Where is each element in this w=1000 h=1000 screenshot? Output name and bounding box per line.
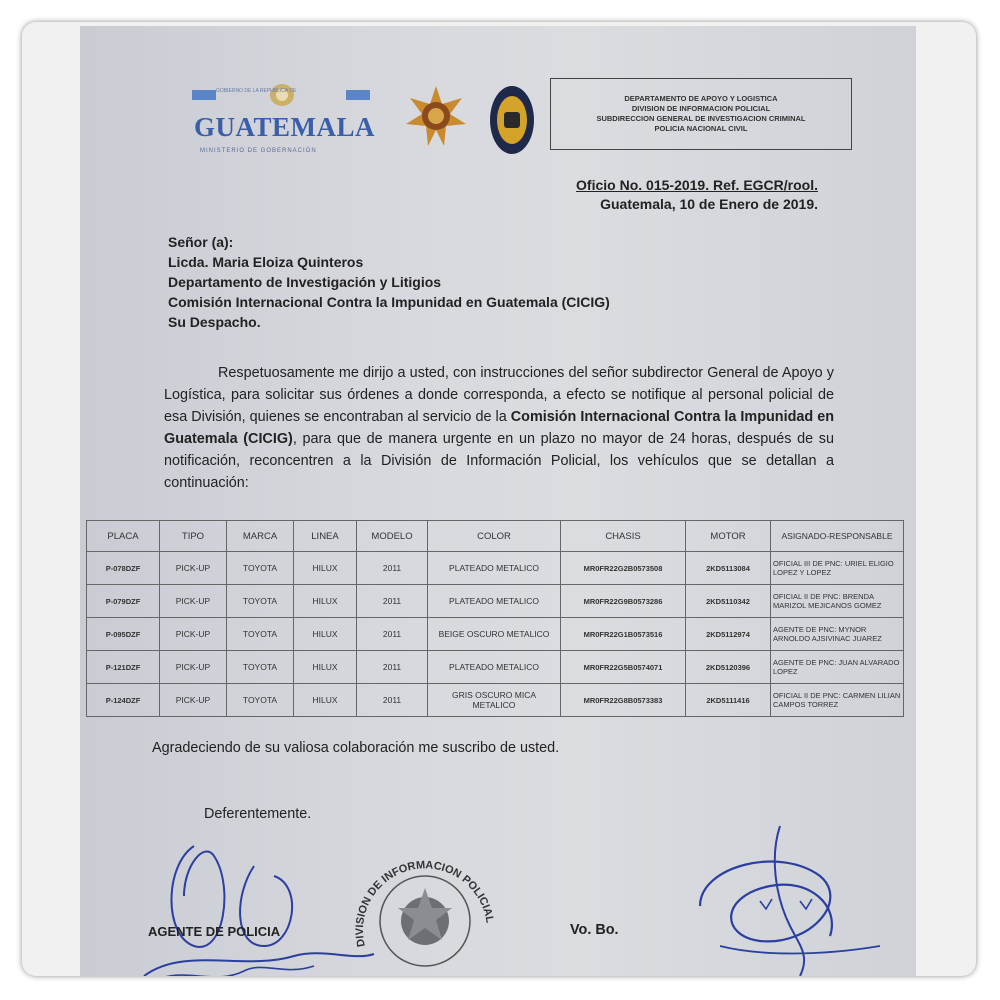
letter-date: Guatemala, 10 de Enero de 2019.	[600, 196, 818, 212]
signer-right-title: Vo. Bo.	[570, 922, 619, 938]
oficio-number: Oficio No. 015-2019. Ref. EGCR/rool.	[576, 177, 818, 193]
guatemala-logo	[186, 82, 376, 162]
body-bold-organization: Comisión Internacional Contra la Impunidad en Guatemala (CICIG)	[164, 409, 835, 447]
cell-marca: TOYOTA	[227, 684, 294, 717]
cell-color: PLATEADO METALICO	[428, 585, 561, 618]
col-header: PLACA	[87, 521, 160, 552]
col-header: MODELO	[357, 521, 428, 552]
cell-tipo: PICK-UP	[160, 552, 227, 585]
cell-linea: HILUX	[294, 585, 357, 618]
cell-linea: HILUX	[294, 651, 357, 684]
col-header: LINEA	[294, 521, 357, 552]
cell-modelo: 2011	[357, 618, 428, 651]
cell-linea: HILUX	[294, 552, 357, 585]
closing-regards: Deferentemente.	[204, 806, 312, 822]
dept-line: SUBDIRECCION GENERAL DE INVESTIGACION CRIMINAL	[596, 114, 806, 123]
cell-color: BEIGE OSCURO METALICO	[428, 618, 561, 651]
cell-chasis: MR0FR22G5B0574071	[561, 651, 686, 684]
logo-text: GUATEMALA	[194, 112, 376, 142]
cell-responsable: OFICIAL III DE PNC: URIEL ELIGIO LOPEZ Y LOPEZ	[771, 552, 904, 585]
cell-motor: 2KD5112974	[686, 618, 771, 651]
cell-chasis: MR0FR22G2B0573508	[561, 552, 686, 585]
cell-chasis: MR0FR22G1B0573516	[561, 618, 686, 651]
cell-placa: P-095DZF	[87, 618, 160, 651]
cell-modelo: 2011	[357, 552, 428, 585]
coat-of-arms-icon	[268, 82, 296, 108]
department-header-box	[550, 78, 852, 150]
cell-motor: 2KD5120396	[686, 651, 771, 684]
cell-marca: TOYOTA	[227, 552, 294, 585]
cell-tipo: PICK-UP	[160, 618, 227, 651]
seal-text: DIVISION DE INFORMACION POLICIAL	[353, 859, 496, 948]
cell-responsable: OFICIAL II DE PNC: CARMEN LILIAN CAMPOS TORREZ	[771, 684, 904, 717]
col-header: CHASIS	[561, 521, 686, 552]
salutation: Señor (a):	[168, 234, 234, 250]
body-part-1: Respetuosamente me dirijo a usted, con instrucciones del señor subdirector General de Apoyo y Logística, para solicitar sus órdenes a donde corresponda, a efecto se notifique al personal policial de esa División, quienes se encontraban al servicio de la	[164, 365, 834, 425]
col-header: TIPO	[160, 521, 227, 552]
cell-responsable: OFICIAL II DE PNC: BRENDA MARIZOL MEJICANOS GOMEZ	[771, 585, 904, 618]
dept-line: POLICIA NACIONAL CIVIL	[654, 124, 748, 133]
cell-modelo: 2011	[357, 585, 428, 618]
cell-marca: TOYOTA	[227, 585, 294, 618]
col-header: COLOR	[428, 521, 561, 552]
cell-color: GRIS OSCURO MICA METALICO	[428, 684, 561, 717]
division-seal-icon	[340, 826, 510, 976]
logo-top-text: GOBIERNO DE LA REPUBLICA DE	[216, 88, 297, 94]
cell-tipo: PICK-UP	[160, 585, 227, 618]
col-header: MOTOR	[686, 521, 771, 552]
cell-placa: P-078DZF	[87, 552, 160, 585]
cell-motor: 2KD5110342	[686, 585, 771, 618]
cell-modelo: 2011	[357, 651, 428, 684]
right-signature-icon	[660, 806, 900, 976]
table-row	[87, 585, 904, 618]
cell-responsable: AGENTE DE PNC: JUAN ALVARADO LOPEZ	[771, 651, 904, 684]
body-part-2: , para que de manera urgente en un plazo no mayor de 24 horas, después de su notificación, reconcentren a la División de Información Policial, los vehículos que se detallan a continuación:	[164, 431, 834, 491]
cell-motor: 2KD5111416	[686, 684, 771, 717]
cell-responsable: AGENTE DE PNC: MYNOR ARNOLDO AJSIVINAC JUAREZ	[771, 618, 904, 651]
cell-marca: TOYOTA	[227, 618, 294, 651]
addressee-organization: Comisión Internacional Contra la Impunidad en Guatemala (CICIG)	[168, 294, 610, 310]
document-page	[80, 26, 916, 976]
cell-tipo: PICK-UP	[160, 684, 227, 717]
cell-color: PLATEADO METALICO	[428, 552, 561, 585]
cell-tipo: PICK-UP	[160, 651, 227, 684]
cell-linea: HILUX	[294, 684, 357, 717]
cell-marca: TOYOTA	[227, 651, 294, 684]
addressee-block	[168, 232, 610, 332]
table-header-row	[87, 521, 904, 552]
cell-linea: HILUX	[294, 618, 357, 651]
table-row	[87, 618, 904, 651]
vehicle-table	[86, 520, 904, 717]
cell-color: PLATEADO METALICO	[428, 651, 561, 684]
police-star-badge-icon	[404, 84, 468, 148]
cell-modelo: 2011	[357, 684, 428, 717]
pnc-oval-badge-icon	[488, 84, 536, 156]
cell-placa: P-079DZF	[87, 585, 160, 618]
table-row	[87, 552, 904, 585]
dept-line: DIVISION DE INFORMACION POLICIAL	[631, 104, 771, 113]
photo-frame	[22, 22, 976, 976]
addressee-closing: Su Despacho.	[168, 314, 261, 330]
dept-line: DEPARTAMENTO DE APOYO Y LOGISTICA	[624, 94, 778, 103]
addressee-name: Licda. Maria Eloiza Quinteros	[168, 254, 364, 270]
letter-body	[164, 362, 834, 494]
cell-motor: 2KD5113084	[686, 552, 771, 585]
cell-placa: P-124DZF	[87, 684, 160, 717]
cell-chasis: MR0FR22G8B0573383	[561, 684, 686, 717]
col-header: MARCA	[227, 521, 294, 552]
col-header: ASIGNADO-RESPONSABLE	[771, 521, 904, 552]
logo-subtitle: MINISTERIO DE GOBERNACIÓN	[200, 148, 317, 154]
closing-thanks: Agradeciendo de su valiosa colaboración me suscribo de usted.	[152, 740, 560, 756]
addressee-department: Departamento de Investigación y Litigios	[168, 274, 442, 290]
cell-chasis: MR0FR22G9B0573286	[561, 585, 686, 618]
reference-block	[576, 176, 818, 214]
signer-left-title: AGENTE DE POLICIA	[148, 924, 281, 939]
table-row	[87, 651, 904, 684]
cell-placa: P-121DZF	[87, 651, 160, 684]
table-row	[87, 684, 904, 717]
